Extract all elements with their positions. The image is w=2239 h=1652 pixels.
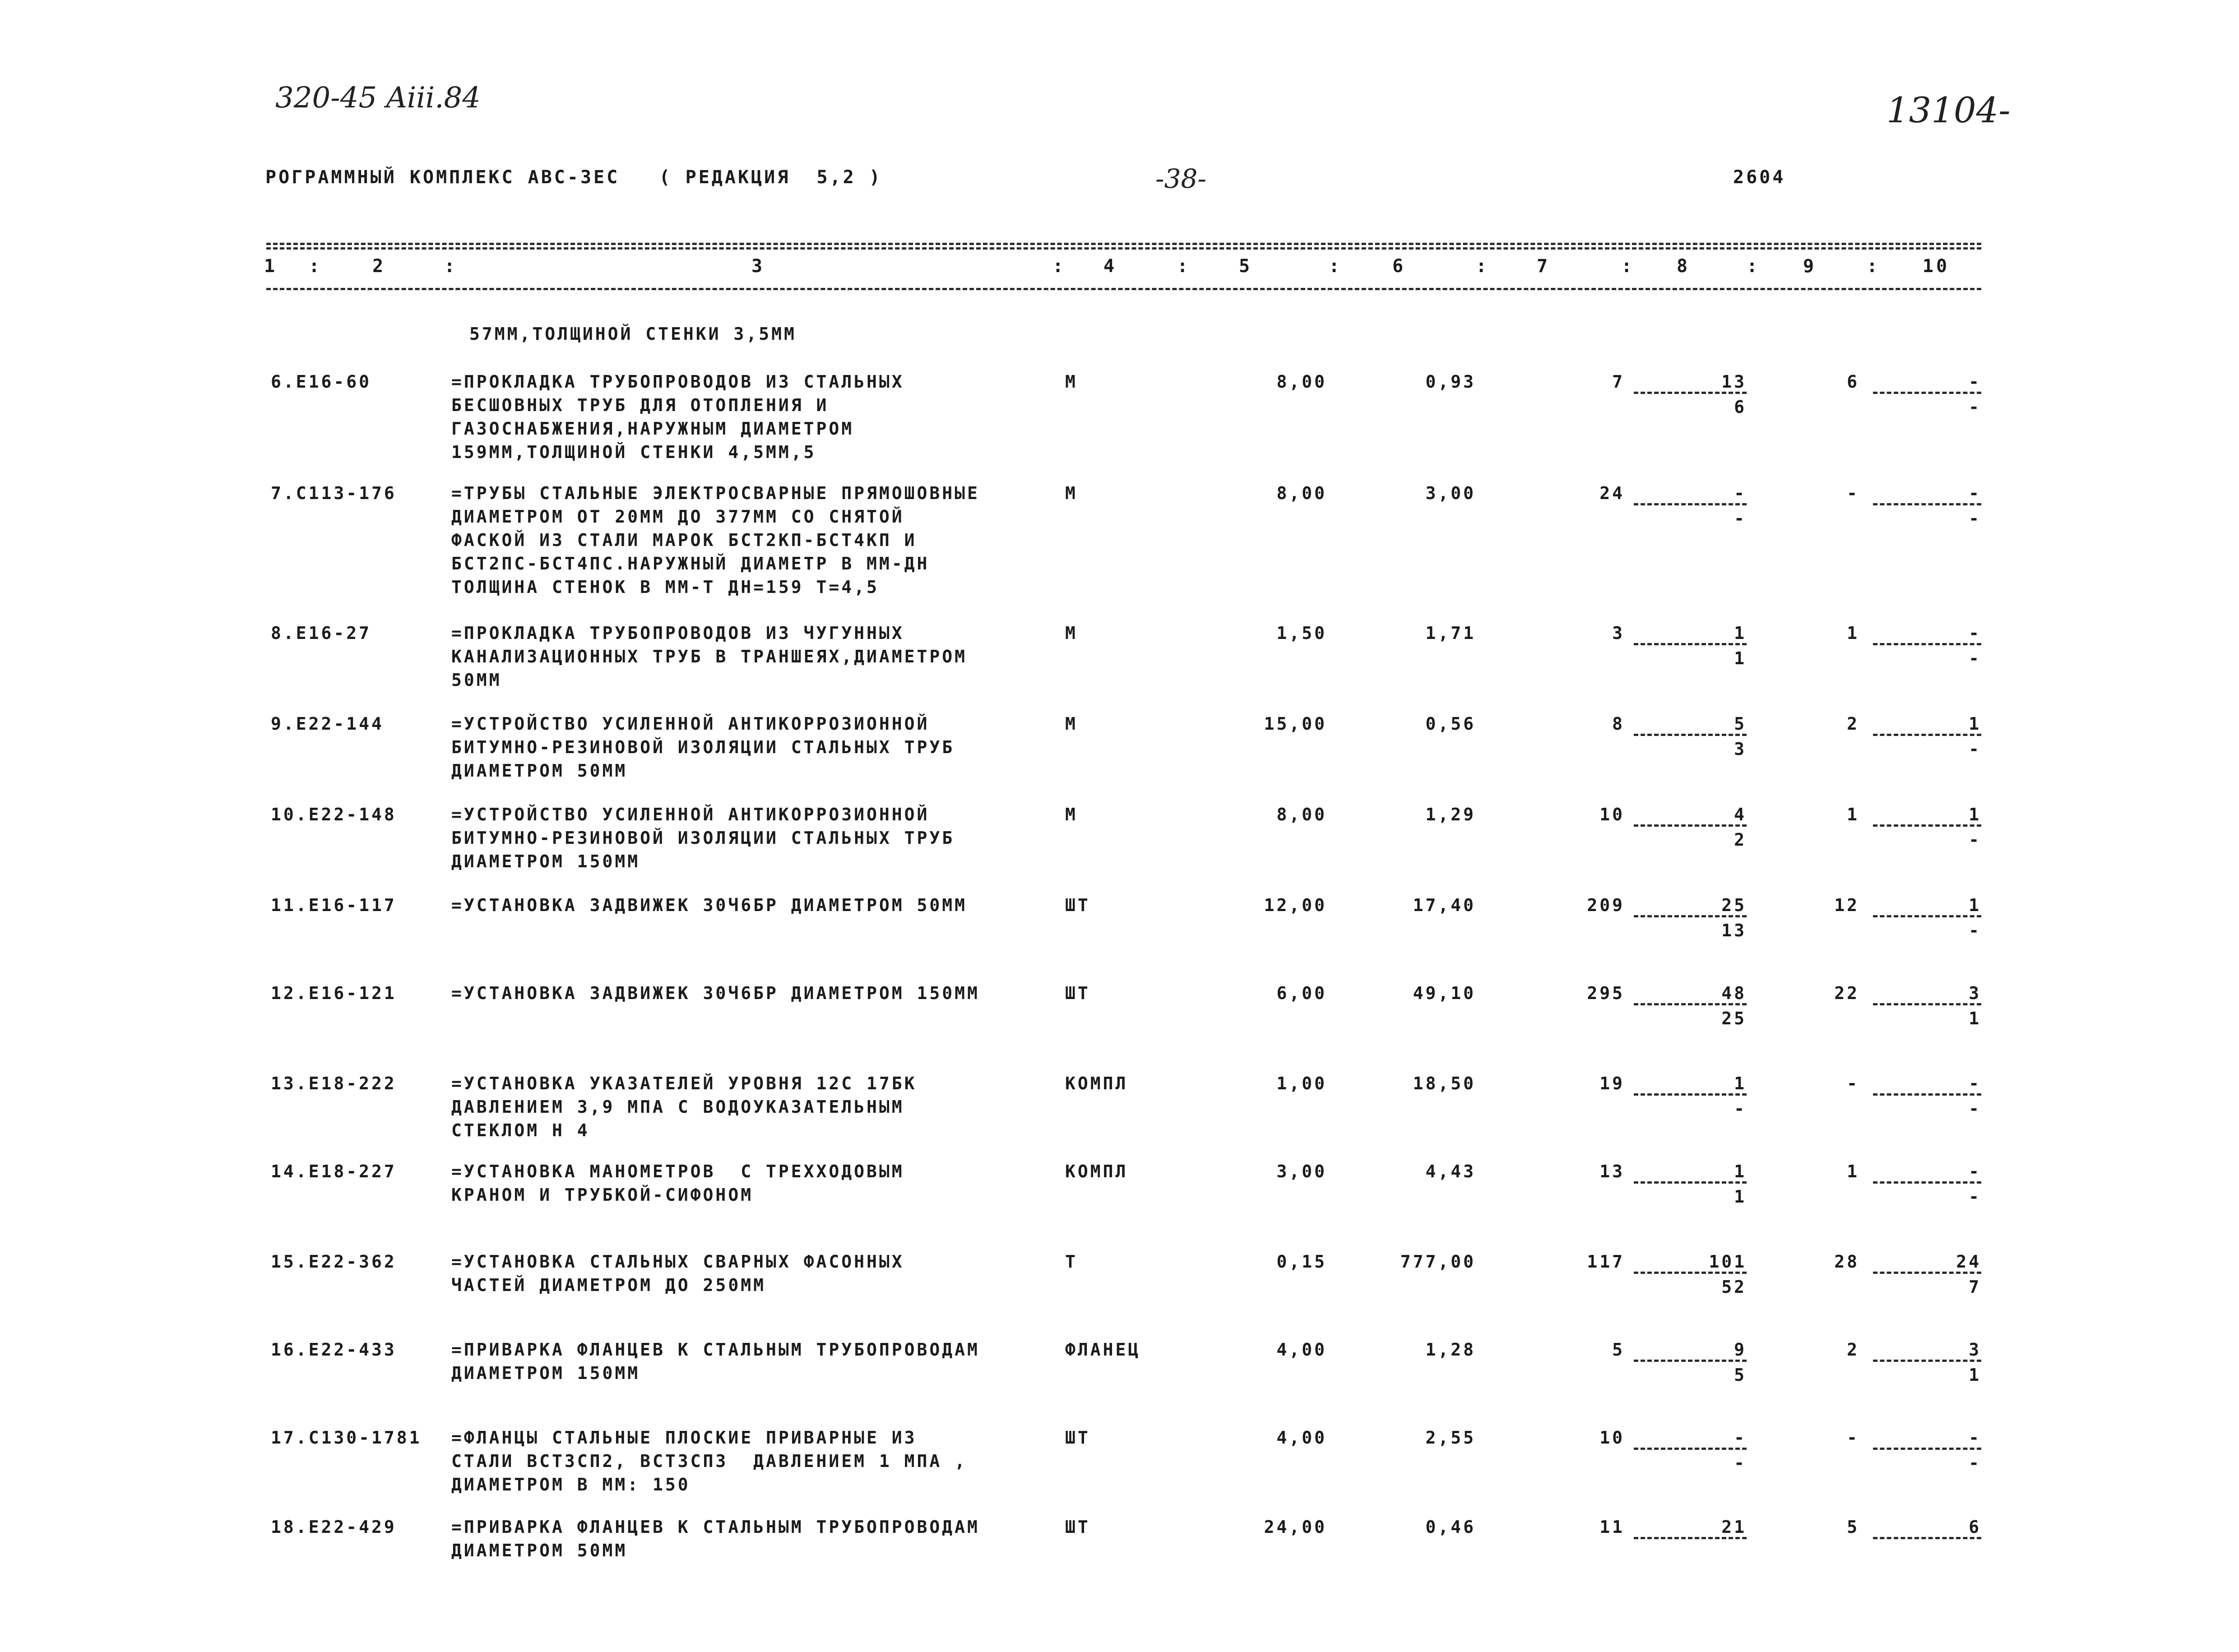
row-col10-top: 3 [1969, 1340, 1981, 1360]
row-col10-bottom: - [1969, 1453, 1981, 1473]
column-header-10: 10 [1922, 256, 1950, 277]
row-col10-top: 3 [1969, 983, 1981, 1003]
row-col8-top: 1 [1734, 1074, 1747, 1093]
table-top-rule-2 [266, 247, 1981, 250]
row-col8-fraction-line [1634, 824, 1747, 827]
row-quantity: 24,00 [1264, 1517, 1327, 1537]
row-code: 6.E16-60 [271, 372, 372, 392]
row-col8-top: 1 [1734, 623, 1747, 643]
row-col8-bottom: - [1734, 1453, 1747, 1473]
column-header-6: 6 [1392, 256, 1406, 277]
row-description-line: БИТУМНО-РЕЗИНОВОЙ ИЗОЛЯЦИИ СТАЛЬНЫХ ТРУБ [451, 737, 955, 757]
row-col8-fraction-line [1634, 1181, 1747, 1184]
row-col10-fraction-line [1873, 1093, 1981, 1096]
row-unit-price: 0,46 [1425, 1517, 1476, 1537]
row-unit-price: 49,10 [1413, 983, 1476, 1003]
row-unit-price: 1,71 [1425, 623, 1476, 643]
row-col10-fraction-line [1873, 1448, 1981, 1450]
row-col9: 1 [1847, 805, 1859, 824]
row-col10-top: 24 [1956, 1252, 1981, 1272]
row-col9: - [1847, 483, 1859, 503]
row-quantity: 1,00 [1276, 1074, 1327, 1093]
row-description-line: ТОЛЩИНА СТЕНОК В ММ-Т ДН=159 Т=4,5 [451, 577, 879, 597]
row-unit: ШТ [1065, 983, 1090, 1003]
row-description-line: =УСТРОЙСТВО УСИЛЕННОЙ АНТИКОРРОЗИОННОЙ [451, 714, 930, 734]
row-code: 12.E16-121 [271, 983, 397, 1003]
row-description-line: КАНАЛИЗАЦИОННЫХ ТРУБ В ТРАНШЕЯХ,ДИАМЕТРОМ [451, 647, 967, 666]
row-code: 15.E22-362 [271, 1252, 397, 1272]
row-unit-price: 0,93 [1425, 372, 1476, 392]
row-col10-bottom: - [1969, 739, 1981, 759]
row-col8-bottom: 5 [1734, 1365, 1747, 1385]
column-separator: : [1621, 256, 1632, 277]
row-col8-fraction-line [1634, 915, 1747, 917]
row-code: 11.E16-117 [271, 895, 397, 915]
row-description-line: 159ММ,ТОЛЩИНОЙ СТЕНКИ 4,5ММ,5 [451, 442, 816, 462]
row-unit-price: 2,55 [1425, 1428, 1476, 1448]
row-code: 17.C130-1781 [271, 1428, 422, 1448]
row-col10-top: - [1969, 483, 1981, 503]
row-code: 7.C113-176 [271, 483, 397, 503]
header-bottom-rule [266, 288, 1981, 290]
row-quantity: 8,00 [1276, 483, 1327, 503]
row-code: 14.E18-227 [271, 1161, 397, 1181]
row-description-line: ДИАМЕТРОМ 150ММ [451, 1363, 640, 1383]
row-col8-bottom: 2 [1734, 830, 1747, 850]
row-col8-top: 1 [1734, 1161, 1747, 1181]
row-quantity: 0,15 [1276, 1252, 1327, 1272]
row-col8-bottom: 52 [1721, 1277, 1747, 1297]
row-unit: ШТ [1065, 895, 1090, 915]
row-col10-bottom: - [1969, 830, 1981, 850]
row-unit-price: 3,00 [1425, 483, 1476, 503]
row-col10-top: - [1969, 1074, 1981, 1093]
page-number: -38- [1155, 163, 1206, 194]
row-unit: М [1065, 372, 1078, 392]
row-total-cost: 19 [1599, 1074, 1625, 1093]
row-col8-bottom: 25 [1721, 1009, 1747, 1028]
column-header-9: 9 [1803, 256, 1817, 277]
row-description-line: БЕСШОВНЫХ ТРУБ ДЛЯ ОТОПЛЕНИЯ И [451, 395, 829, 415]
column-header-2: 2 [372, 256, 386, 277]
row-col8-fraction-line [1634, 1093, 1747, 1096]
row-quantity: 4,00 [1276, 1340, 1327, 1360]
column-header-7: 7 [1536, 256, 1551, 277]
row-code: 16.E22-433 [271, 1340, 397, 1360]
row-col9: 6 [1847, 372, 1859, 392]
row-col10-fraction-line [1873, 643, 1981, 645]
row-col10-top: 1 [1969, 805, 1981, 824]
row-col8-fraction-line [1634, 734, 1747, 736]
row-col10-fraction-line [1873, 915, 1981, 917]
column-separator: : [1867, 256, 1878, 277]
row-description-line: ГАЗОСНАБЖЕНИЯ,НАРУЖНЫМ ДИАМЕТРОМ [451, 419, 854, 439]
row-col8-top: 5 [1734, 714, 1747, 734]
row-col8-fraction-line [1634, 503, 1747, 505]
column-separator: : [1476, 256, 1487, 277]
row-description-line: =ПРИВАРКА ФЛАНЦЕВ К СТАЛЬНЫМ ТРУБОПРОВОДАМ [451, 1517, 980, 1537]
row-quantity: 1,50 [1276, 623, 1327, 643]
row-unit: М [1065, 805, 1078, 824]
row-description-line: =ТРУБЫ СТАЛЬНЫЕ ЭЛЕКТРОСВАРНЫЕ ПРЯМОШОВНЫЕ [451, 483, 980, 503]
continuation-text: 57ММ,ТОЛЩИНОЙ СТЕНКИ 3,5ММ [469, 324, 797, 344]
row-col9: 1 [1847, 1161, 1859, 1181]
row-description-line: =УСТАНОВКА МАНОМЕТРОВ С ТРЕХХОДОВЫМ [451, 1161, 904, 1181]
row-description-line: ДИАМЕТРОМ В ММ: 150 [451, 1475, 691, 1495]
row-col8-top: 4 [1734, 805, 1747, 824]
row-description-line: КРАНОМ И ТРУБКОЙ-СИФОНОМ [451, 1185, 754, 1205]
row-col10-top: 1 [1969, 714, 1981, 734]
row-unit: КОМПЛ [1065, 1161, 1128, 1181]
row-col10-bottom: 7 [1969, 1277, 1981, 1297]
row-quantity: 4,00 [1276, 1428, 1327, 1448]
row-unit-price: 1,29 [1425, 805, 1476, 824]
row-quantity: 8,00 [1276, 805, 1327, 824]
row-unit-price: 0,56 [1425, 714, 1476, 734]
row-col8-fraction-line [1634, 1272, 1747, 1274]
row-col10-top: - [1969, 623, 1981, 643]
column-separator: : [1747, 256, 1758, 277]
row-col8-fraction-line [1634, 643, 1747, 645]
row-col9: - [1847, 1074, 1859, 1093]
row-col10-top: 6 [1969, 1517, 1981, 1537]
row-col8-bottom: 1 [1734, 1187, 1747, 1207]
row-col9: 5 [1847, 1517, 1859, 1537]
column-separator: : [1329, 256, 1340, 277]
row-col10-fraction-line [1873, 1003, 1981, 1005]
row-col10-bottom: - [1969, 921, 1981, 940]
row-total-cost: 24 [1599, 483, 1625, 503]
column-separator: : [444, 256, 455, 277]
row-unit: ФЛАНЕЦ [1065, 1340, 1141, 1360]
row-col8-top: 101 [1709, 1252, 1747, 1272]
row-col8-top: - [1734, 483, 1747, 503]
row-total-cost: 8 [1612, 714, 1625, 734]
row-col9: 2 [1847, 714, 1859, 734]
column-header-5: 5 [1238, 256, 1253, 277]
row-code: 8.E16-27 [271, 623, 372, 643]
row-description-line: ДИАМЕТРОМ 150ММ [451, 851, 640, 871]
row-col10-top: - [1969, 372, 1981, 392]
row-col10-bottom: - [1969, 397, 1981, 417]
row-description-line: ДИАМЕТРОМ 50ММ [451, 1541, 628, 1560]
row-col8-bottom: - [1734, 1099, 1747, 1119]
handwritten-document-number: 13104- [1887, 90, 2011, 131]
row-unit-price: 777,00 [1400, 1252, 1476, 1272]
row-total-cost: 11 [1599, 1517, 1625, 1537]
row-col10-fraction-line [1873, 1181, 1981, 1184]
row-col8-bottom: 6 [1734, 397, 1747, 417]
row-code: 18.E22-429 [271, 1517, 397, 1537]
row-description-line: =УСТРОЙСТВО УСИЛЕННОЙ АНТИКОРРОЗИОННОЙ [451, 805, 930, 824]
row-description-line: =ПРОКЛАДКА ТРУБОПРОВОДОВ ИЗ ЧУГУННЫХ [451, 623, 904, 643]
handwritten-archive-number: 320-45 Aⅲ.84 [275, 81, 481, 115]
row-col9: 1 [1847, 623, 1859, 643]
row-description-line: ДИАМЕТРОМ ОТ 20ММ ДО 377ММ СО СНЯТОЙ [451, 507, 904, 527]
row-total-cost: 117 [1587, 1252, 1625, 1272]
row-description-line: СТАЛИ ВСТ3СП2, ВСТ3СП3 ДАВЛЕНИЕМ 1 МПА , [451, 1451, 967, 1471]
row-total-cost: 7 [1612, 372, 1625, 392]
row-quantity: 12,00 [1264, 895, 1327, 915]
row-col10-bottom: - [1969, 1187, 1981, 1207]
row-col8-bottom: 13 [1721, 921, 1747, 940]
row-col8-bottom: - [1734, 509, 1747, 528]
row-description-line: =ПРОКЛАДКА ТРУБОПРОВОДОВ ИЗ СТАЛЬНЫХ [451, 372, 904, 392]
row-unit: ШТ [1065, 1517, 1090, 1537]
row-unit: М [1065, 623, 1078, 643]
row-col10-top: - [1969, 1428, 1981, 1448]
row-description-line: =УСТАНОВКА СТАЛЬНЫХ СВАРНЫХ ФАСОННЫХ [451, 1252, 904, 1272]
row-description-line: ФАСКОЙ ИЗ СТАЛИ МАРОК БСТ2КП-БСТ4КП И [451, 530, 917, 550]
row-col10-fraction-line [1873, 734, 1981, 736]
row-quantity: 15,00 [1264, 714, 1327, 734]
row-col9: - [1847, 1428, 1859, 1448]
row-description-line: =УСТАНОВКА ЗАДВИЖЕК 30Ч6БР ДИАМЕТРОМ 50ММ [451, 895, 967, 915]
row-total-cost: 13 [1599, 1161, 1625, 1181]
row-total-cost: 3 [1612, 623, 1625, 643]
row-col9: 2 [1847, 1340, 1859, 1360]
row-col8-fraction-line [1634, 1537, 1747, 1539]
program-title: РОГРАММНЫЙ КОМПЛЕКС АВС-ЗЕС ( РЕДАКЦИЯ 5,2 ) [265, 167, 882, 188]
row-col9: 28 [1834, 1252, 1859, 1272]
row-total-cost: 10 [1599, 1428, 1625, 1448]
row-description-line: =УСТАНОВКА ЗАДВИЖЕК 30Ч6БР ДИАМЕТРОМ 150ММ [451, 983, 980, 1003]
row-col8-fraction-line [1634, 1360, 1747, 1362]
row-col10-top: 1 [1969, 895, 1981, 915]
row-col8-bottom: 1 [1734, 648, 1747, 668]
row-col10-bottom: 1 [1969, 1365, 1981, 1385]
row-col10-fraction-line [1873, 503, 1981, 505]
row-col8-top: 21 [1721, 1517, 1747, 1537]
column-header-1: 1 [264, 256, 278, 277]
row-col8-fraction-line [1634, 392, 1747, 394]
row-unit: М [1065, 714, 1078, 734]
row-col10-bottom: - [1969, 509, 1981, 528]
row-total-cost: 295 [1587, 983, 1625, 1003]
row-col10-fraction-line [1873, 824, 1981, 827]
row-unit-price: 4,43 [1425, 1161, 1476, 1181]
row-description-line: СТЕКЛОМ Н 4 [451, 1120, 590, 1140]
table-top-rule [266, 243, 1981, 245]
row-description-line: ДАВЛЕНИЕМ 3,9 МПА С ВОДОУКАЗАТЕЛЬНЫМ [451, 1097, 904, 1117]
row-col10-bottom: - [1969, 1099, 1981, 1119]
row-description-line: БСТ2ПС-БСТ4ПС.НАРУЖНЫЙ ДИАМЕТР В ММ-ДН [451, 554, 930, 574]
row-unit: М [1065, 483, 1078, 503]
row-col10-fraction-line [1873, 1537, 1981, 1539]
row-description-line: =УСТАНОВКА УКАЗАТЕЛЕЙ УРОВНЯ 12С 17БК [451, 1074, 917, 1093]
column-separator: : [309, 256, 320, 277]
row-col10-bottom: 1 [1969, 1009, 1981, 1028]
row-col8-top: - [1734, 1428, 1747, 1448]
row-col8-top: 25 [1721, 895, 1747, 915]
column-separator: : [1052, 256, 1064, 277]
row-description-line: 50ММ [451, 670, 502, 690]
row-col8-top: 9 [1734, 1340, 1747, 1360]
row-col10-fraction-line [1873, 392, 1981, 394]
row-quantity: 6,00 [1276, 983, 1327, 1003]
row-total-cost: 5 [1612, 1340, 1625, 1360]
column-header-3: 3 [751, 256, 765, 277]
row-unit-price: 18,50 [1413, 1074, 1476, 1093]
row-quantity: 8,00 [1276, 372, 1327, 392]
row-unit: КОМПЛ [1065, 1074, 1128, 1093]
row-col9: 12 [1834, 895, 1859, 915]
column-header-4: 4 [1103, 256, 1117, 277]
row-unit: Т [1065, 1252, 1078, 1272]
row-code: 13.E18-222 [271, 1074, 397, 1093]
row-total-cost: 10 [1599, 805, 1625, 824]
row-col8-bottom: 3 [1734, 739, 1747, 759]
row-description-line: =ПРИВАРКА ФЛАНЦЕВ К СТАЛЬНЫМ ТРУБОПРОВОДАМ [451, 1340, 980, 1360]
row-col10-fraction-line [1873, 1272, 1981, 1274]
row-code: 10.E22-148 [271, 805, 397, 824]
row-col10-bottom: - [1969, 648, 1981, 668]
document-code: 2604 [1733, 167, 1786, 188]
row-total-cost: 209 [1587, 895, 1625, 915]
row-description-line: =ФЛАНЦЫ СТАЛЬНЫЕ ПЛОСКИЕ ПРИВАРНЫЕ ИЗ [451, 1428, 917, 1448]
row-col9: 22 [1834, 983, 1859, 1003]
row-unit-price: 17,40 [1413, 895, 1476, 915]
row-col8-fraction-line [1634, 1003, 1747, 1005]
row-description-line: ДИАМЕТРОМ 50ММ [451, 761, 628, 781]
row-col8-top: 13 [1721, 372, 1747, 392]
row-col10-top: - [1969, 1161, 1981, 1181]
column-separator: : [1177, 256, 1188, 277]
row-col8-top: 48 [1721, 983, 1747, 1003]
row-col10-fraction-line [1873, 1360, 1981, 1362]
row-description-line: БИТУМНО-РЕЗИНОВОЙ ИЗОЛЯЦИИ СТАЛЬНЫХ ТРУБ [451, 828, 955, 848]
row-unit-price: 1,28 [1425, 1340, 1476, 1360]
row-code: 9.E22-144 [271, 714, 384, 734]
row-col8-fraction-line [1634, 1448, 1747, 1450]
column-header-8: 8 [1676, 256, 1691, 277]
row-quantity: 3,00 [1276, 1161, 1327, 1181]
row-description-line: ЧАСТЕЙ ДИАМЕТРОМ ДО 250ММ [451, 1275, 766, 1295]
row-unit: ШТ [1065, 1428, 1090, 1448]
